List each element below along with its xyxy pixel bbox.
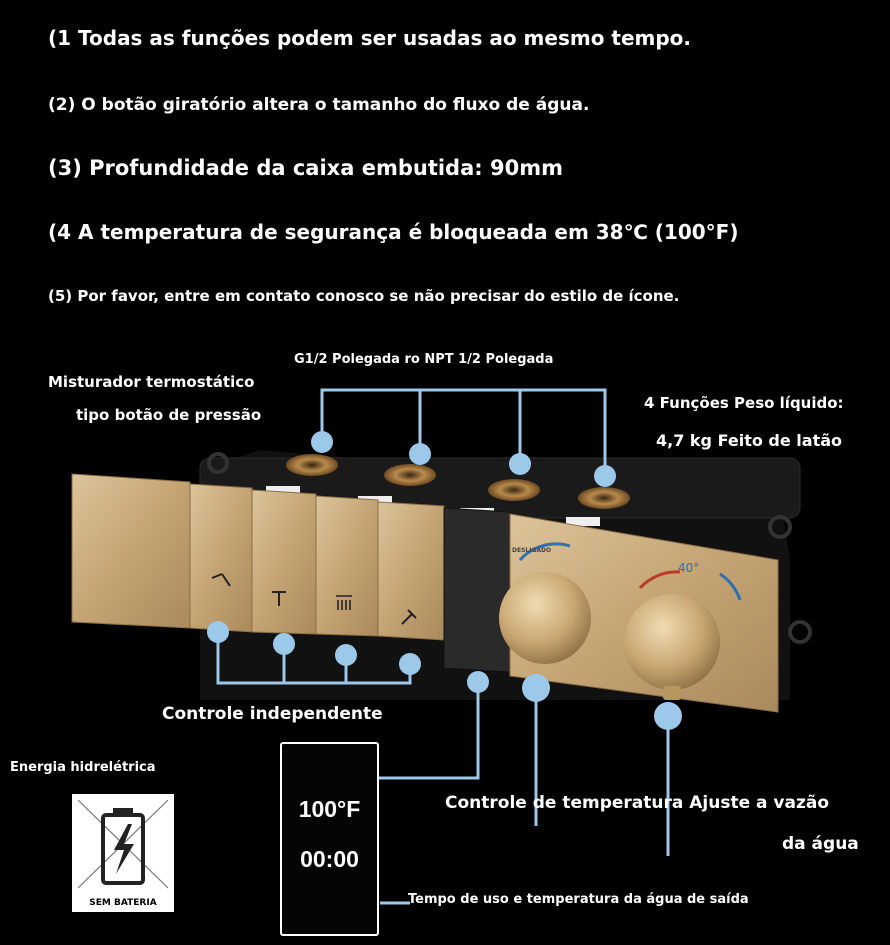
digital-display	[280, 742, 379, 936]
flow-knob	[499, 572, 591, 664]
temp-mark: 40°	[678, 561, 700, 575]
weight-label-line2: 4,7 kg Feito de latão	[656, 431, 842, 450]
feature-1: (1 Todas as funções podem ser usadas ao mesmo tempo.	[48, 26, 692, 50]
off-label: DESLIGADO	[512, 547, 552, 554]
battery-icon	[72, 794, 174, 894]
feature-4: (4 A temperatura de segurança é bloqueada em 38℃ (100°F)	[48, 220, 739, 244]
thread-label: G1/2 Polegada ro NPT 1/2 Polegada	[294, 352, 554, 367]
display-time: 00:00	[300, 846, 359, 872]
inlet-port-1	[286, 454, 338, 476]
no-battery-icon	[72, 794, 174, 912]
independent-control-label: Controle independente	[162, 704, 383, 724]
temperature-knob	[624, 594, 720, 690]
inlet-port-2	[384, 464, 436, 486]
inlet-port-3	[488, 479, 540, 501]
hydro-power-label: Energia hidrelétrica	[10, 760, 156, 775]
feature-3: (3) Profundidade da caixa embutida: 90mm	[48, 156, 563, 180]
usage-time-label: Tempo de uso e temperatura da água de saída	[408, 892, 749, 907]
feature-2: (2) O botão giratório altera o tamanho do fluxo de água.	[48, 95, 590, 115]
feature-5: (5) Por favor, entre em contato conosco se não precisar do estilo de ícone.	[48, 287, 680, 305]
temp-control-label: Controle de temperatura Ajuste a vazão	[445, 793, 830, 813]
weight-label-line1: 4 Funções Peso líquido:	[644, 394, 844, 412]
inlet-port-4	[578, 487, 630, 509]
mixer-label-line2: tipo botão de pressão	[76, 406, 262, 424]
display-temperature: 100°F	[298, 796, 361, 822]
no-battery-caption: SEM BATERIA	[89, 898, 157, 908]
temp-control-label-2: da água	[782, 834, 859, 854]
mixer-label-line1: Misturador termostático	[48, 373, 255, 391]
